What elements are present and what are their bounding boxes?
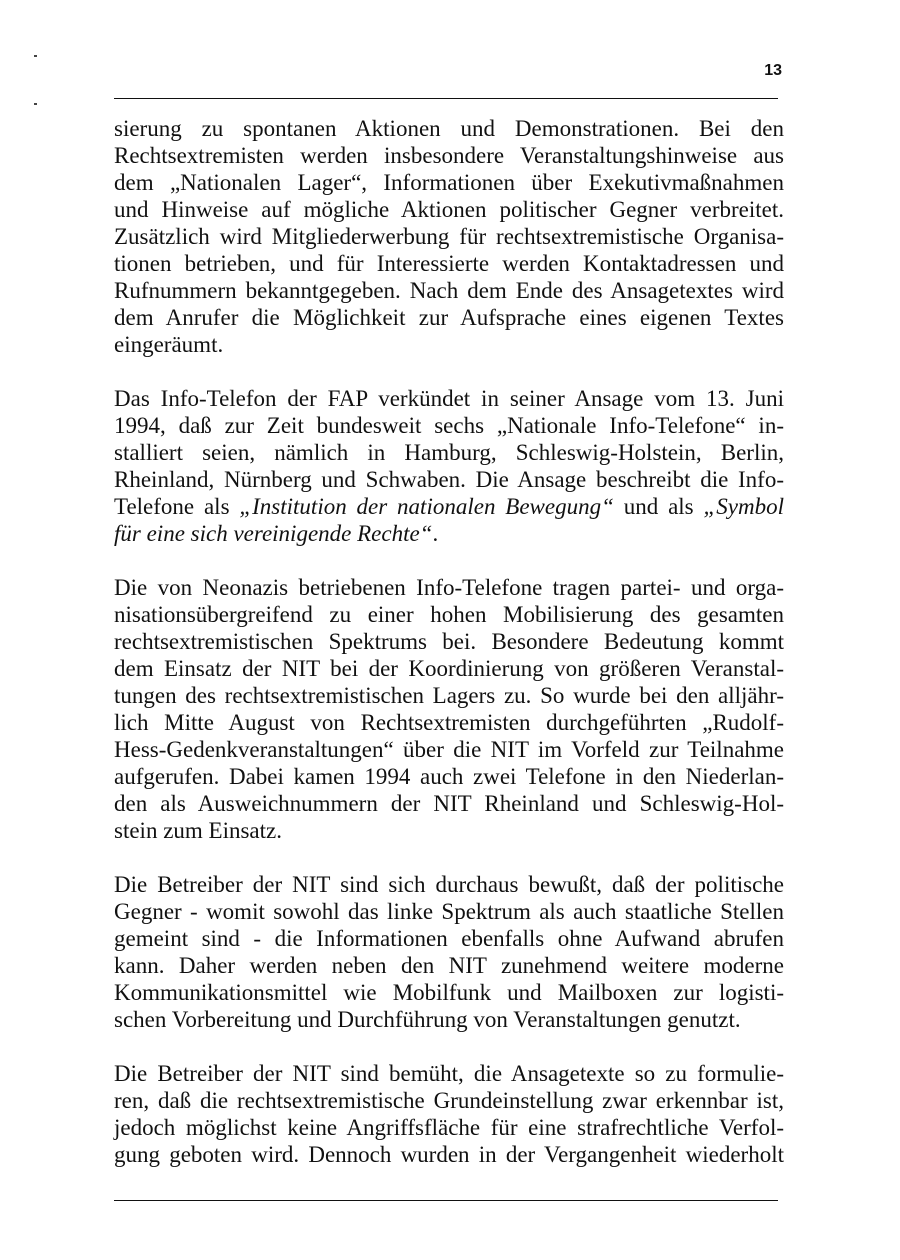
text-line: Die Betreiber der NIT sind sich durchaus bewußt, daß der politische <box>114 872 784 897</box>
text-line: gemeint sind - die Informationen ebenfalls ohne Aufwand abrufen <box>114 926 784 951</box>
text-segment: und als <box>613 494 704 519</box>
text-line: ren, daß die rechtsextremistische Grundeinstellung zwar erkennbar ist, <box>114 1088 784 1113</box>
text-line: rechtsextremistischen Spektrums bei. Besondere Bedeutung kommt <box>114 629 784 654</box>
text-line: Kommunikationsmittel wie Mobilfunk und Mailboxen zur logisti- <box>114 980 784 1005</box>
scan-speck <box>34 103 37 105</box>
text-line: 1994, daß zur Zeit bundesweit sechs „Nationale Info-Telefone“ in- <box>114 413 784 438</box>
text-line: jedoch möglichst keine Angriffsfläche für eine strafrechtliche Verfol- <box>114 1115 784 1140</box>
scan-speck <box>34 55 37 57</box>
text-line: Die Betreiber der NIT sind bemüht, die Ansagetexte so zu formulie- <box>114 1061 784 1086</box>
text-line: dem Anrufer die Möglichkeit zur Aufsprache eines eigenen Textes <box>114 305 784 330</box>
quote-italic: „Symbol <box>703 494 784 519</box>
text-line: dem „Nationalen Lager“, Informationen über Exekutivmaßnahmen <box>114 170 784 195</box>
text-line: Rheinland, Nürnberg und Schwaben. Die Ansage beschreibt die Info- <box>114 467 784 492</box>
text-line: lich Mitte August von Rechtsextremisten durchgeführten „Rudolf- <box>114 710 784 735</box>
text-line: Rechtsextremisten werden insbesondere Veranstaltungshinweise aus <box>114 143 784 168</box>
text-line: aufgerufen. Dabei kamen 1994 auch zwei Telefone in den Niederlan- <box>114 764 784 789</box>
text-line: den als Ausweichnummern der NIT Rheinland und Schleswig-Hol- <box>114 791 784 816</box>
text-line: und Hinweise auf mögliche Aktionen politischer Gegner verbreitet. <box>114 197 784 222</box>
footer-rule <box>114 1200 778 1201</box>
paragraph-4 <box>114 871 784 1033</box>
header-rule <box>114 98 778 99</box>
paragraph-3 <box>114 574 784 844</box>
text-line: nisationsübergreifend zu einer hohen Mobilisierung des gesamten <box>114 602 784 627</box>
text-line: schen Vorbereitung und Durchführung von Veranstaltungen genutzt. <box>114 1007 741 1032</box>
text-line-mixed <box>114 520 784 547</box>
text-line-mixed <box>114 493 784 520</box>
text-line: Das Info-Telefon der FAP verkündet in seiner Ansage vom 13. Juni <box>114 386 784 411</box>
text-line: stein zum Einsatz. <box>114 818 282 843</box>
text-line: sierung zu spontanen Aktionen und Demonstrationen. Bei den <box>114 116 784 141</box>
quote-italic: „Institution der nationalen Bewegung“ <box>239 494 614 519</box>
text-segment: . <box>432 521 439 546</box>
text-line: Die von Neonazis betriebenen Info-Telefone tragen partei- und orga- <box>114 575 784 600</box>
text-line: kann. Daher werden neben den NIT zunehmend weitere moderne <box>114 953 784 978</box>
text-line: Hess-Gedenkveranstaltungen“ über die NIT im Vorfeld zur Teilnahme <box>114 737 784 762</box>
text-line: dem Einsatz der NIT bei der Koordinierung von größeren Veranstal- <box>114 656 784 681</box>
paragraph-5 <box>114 1060 784 1168</box>
paragraph-2 <box>114 385 784 547</box>
text-line: Rufnummern bekanntgegeben. Nach dem Ende des Ansagetextes wird <box>114 278 784 303</box>
text-segment: Telefone als <box>114 494 240 519</box>
text-line: tungen des rechtsextremistischen Lagers zu. So wurde bei den alljähr- <box>114 683 784 708</box>
text-line: Gegner - womit sowohl das linke Spektrum als auch staatliche Stellen <box>114 899 784 924</box>
quote-italic: für eine sich vereinigende Rechte“ <box>114 521 433 546</box>
paragraph-1 <box>114 115 784 358</box>
body-text <box>114 115 784 1168</box>
text-line: stalliert seien, nämlich in Hamburg, Schleswig-Holstein, Berlin, <box>114 440 784 465</box>
text-line: gung geboten wird. Dennoch wurden in der Vergangenheit wiederholt <box>114 1142 784 1167</box>
text-line: eingeräumt. <box>114 332 224 357</box>
text-line: tionen betrieben, und für Interessierte werden Kontaktadressen und <box>114 251 784 276</box>
text-line: Zusätzlich wird Mitgliederwerbung für rechtsextremistische Organisa- <box>114 224 784 249</box>
page-number: 13 <box>764 62 782 79</box>
